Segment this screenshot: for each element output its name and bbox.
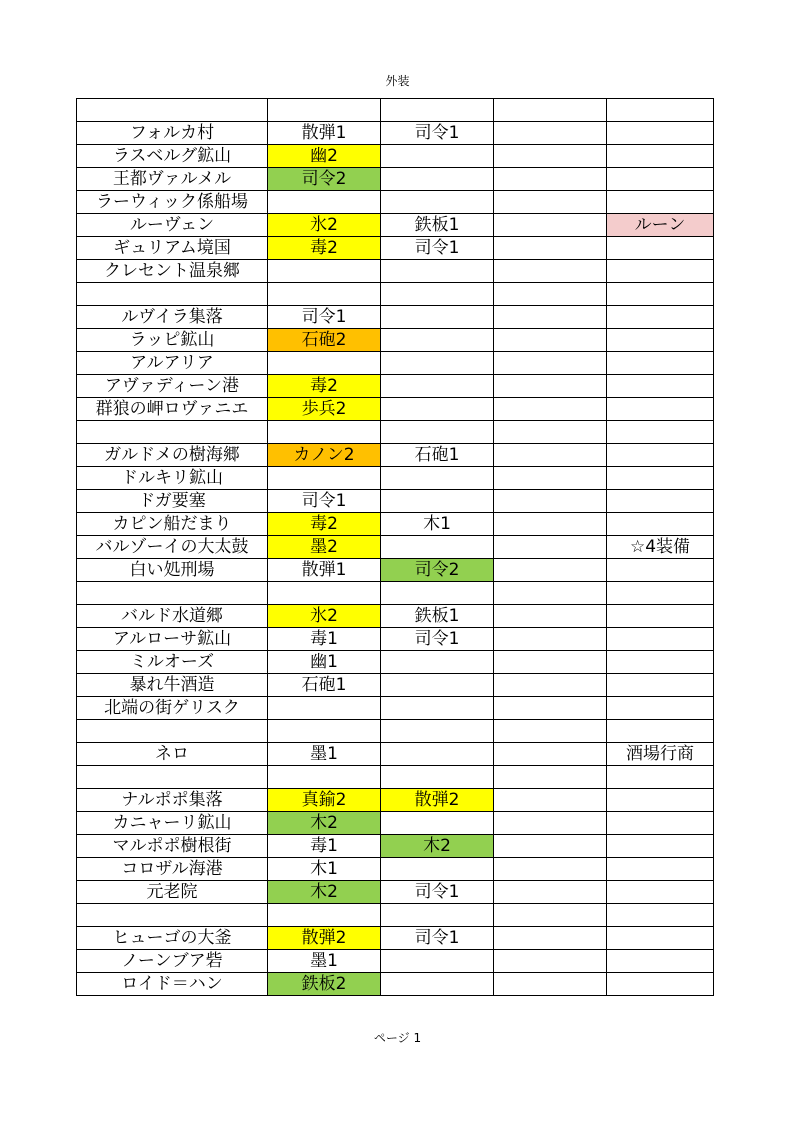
table-row — [77, 789, 714, 812]
material-cell-3 — [494, 720, 607, 743]
note-cell — [607, 651, 714, 674]
equipment-table — [76, 98, 714, 996]
material-cell-1: 墨1 — [268, 743, 381, 766]
material-cell-3 — [494, 904, 607, 927]
location-cell: 群狼の岬ロヴァニエ — [77, 398, 268, 421]
table-row — [77, 375, 714, 398]
table-row — [77, 421, 714, 444]
table-row — [77, 605, 714, 628]
note-cell — [607, 260, 714, 283]
material-cell-1 — [268, 99, 381, 122]
table-row — [77, 950, 714, 973]
material-cell-1: カノン2 — [268, 444, 381, 467]
note-cell — [607, 444, 714, 467]
material-cell-3 — [494, 697, 607, 720]
material-cell-3 — [494, 973, 607, 996]
table-row — [77, 122, 714, 145]
material-cell-1 — [268, 467, 381, 490]
location-cell: 白い処刑場 — [77, 559, 268, 582]
note-cell — [607, 973, 714, 996]
material-cell-2 — [381, 536, 494, 559]
material-cell-3 — [494, 789, 607, 812]
material-cell-1: 毒1 — [268, 835, 381, 858]
material-cell-3 — [494, 99, 607, 122]
table-row — [77, 444, 714, 467]
material-cell-1: 木2 — [268, 881, 381, 904]
location-cell: マルポポ樹根街 — [77, 835, 268, 858]
note-cell — [607, 628, 714, 651]
table-row — [77, 237, 714, 260]
note-cell — [607, 283, 714, 306]
material-cell-2: 司令1 — [381, 122, 494, 145]
location-cell: 元老院 — [77, 881, 268, 904]
material-cell-2 — [381, 490, 494, 513]
material-cell-3 — [494, 467, 607, 490]
material-cell-3 — [494, 674, 607, 697]
location-cell: アルローサ鉱山 — [77, 628, 268, 651]
material-cell-2 — [381, 582, 494, 605]
material-cell-3 — [494, 214, 607, 237]
note-cell — [607, 582, 714, 605]
material-cell-1: 真鍮2 — [268, 789, 381, 812]
material-cell-2 — [381, 743, 494, 766]
note-cell — [607, 904, 714, 927]
table-row — [77, 720, 714, 743]
material-cell-3 — [494, 375, 607, 398]
location-cell: ドルキリ鉱山 — [77, 467, 268, 490]
table-row — [77, 191, 714, 214]
table-row — [77, 881, 714, 904]
location-cell: ミルオーズ — [77, 651, 268, 674]
material-cell-2 — [381, 697, 494, 720]
material-cell-3 — [494, 283, 607, 306]
table-row — [77, 766, 714, 789]
material-cell-3 — [494, 398, 607, 421]
material-cell-2 — [381, 306, 494, 329]
material-cell-2: 司令1 — [381, 927, 494, 950]
material-cell-1: 毒2 — [268, 237, 381, 260]
note-cell: ルーン — [607, 214, 714, 237]
table-row — [77, 812, 714, 835]
location-cell: ルーヴェン — [77, 214, 268, 237]
material-cell-1 — [268, 260, 381, 283]
material-cell-1: 石砲1 — [268, 674, 381, 697]
location-cell — [77, 766, 268, 789]
material-cell-2 — [381, 858, 494, 881]
note-cell — [607, 513, 714, 536]
location-cell: ルヴイラ集落 — [77, 306, 268, 329]
table-row — [77, 214, 714, 237]
table-row — [77, 674, 714, 697]
material-cell-3 — [494, 444, 607, 467]
note-cell — [607, 398, 714, 421]
material-cell-3 — [494, 605, 607, 628]
table-row — [77, 306, 714, 329]
material-cell-1: 木1 — [268, 858, 381, 881]
material-cell-1: 散弾1 — [268, 122, 381, 145]
table-row — [77, 651, 714, 674]
note-cell — [607, 720, 714, 743]
note-cell — [607, 605, 714, 628]
material-cell-3 — [494, 766, 607, 789]
material-cell-2 — [381, 421, 494, 444]
note-cell — [607, 168, 714, 191]
material-cell-2 — [381, 352, 494, 375]
material-cell-1 — [268, 904, 381, 927]
location-cell: ナルポポ集落 — [77, 789, 268, 812]
table-row — [77, 582, 714, 605]
material-cell-3 — [494, 260, 607, 283]
material-cell-1: 氷2 — [268, 605, 381, 628]
page-footer: ページ 1 — [373, 1031, 422, 1045]
note-cell — [607, 674, 714, 697]
table-row — [77, 835, 714, 858]
location-cell: ロイド＝ハン — [77, 973, 268, 996]
material-cell-1: 散弾1 — [268, 559, 381, 582]
material-cell-3 — [494, 145, 607, 168]
material-cell-2 — [381, 674, 494, 697]
material-cell-1 — [268, 352, 381, 375]
material-cell-3 — [494, 490, 607, 513]
location-cell — [77, 582, 268, 605]
material-cell-2 — [381, 812, 494, 835]
material-cell-1: 毒2 — [268, 513, 381, 536]
table-row — [77, 329, 714, 352]
location-cell: カピン船だまり — [77, 513, 268, 536]
material-cell-1: 墨1 — [268, 950, 381, 973]
material-cell-3 — [494, 329, 607, 352]
location-cell: クレセント温泉郷 — [77, 260, 268, 283]
note-cell — [607, 835, 714, 858]
material-cell-3 — [494, 421, 607, 444]
material-cell-2 — [381, 398, 494, 421]
note-cell — [607, 858, 714, 881]
location-cell: カニャーリ鉱山 — [77, 812, 268, 835]
location-cell: ラッピ鉱山 — [77, 329, 268, 352]
location-cell — [77, 904, 268, 927]
material-cell-2 — [381, 191, 494, 214]
material-cell-1: 司令2 — [268, 168, 381, 191]
note-cell — [607, 697, 714, 720]
material-cell-1: 石砲2 — [268, 329, 381, 352]
material-cell-3 — [494, 812, 607, 835]
note-cell — [607, 421, 714, 444]
material-cell-3 — [494, 191, 607, 214]
material-cell-1: 幽1 — [268, 651, 381, 674]
material-cell-3 — [494, 881, 607, 904]
table-row — [77, 467, 714, 490]
note-cell: 酒場行商 — [607, 743, 714, 766]
location-cell: ギュリアム境国 — [77, 237, 268, 260]
material-cell-2 — [381, 283, 494, 306]
material-cell-2: 木1 — [381, 513, 494, 536]
material-cell-1: 司令1 — [268, 490, 381, 513]
location-cell — [77, 283, 268, 306]
table-row — [77, 628, 714, 651]
note-cell — [607, 237, 714, 260]
material-cell-2 — [381, 904, 494, 927]
note-cell — [607, 789, 714, 812]
note-cell — [607, 467, 714, 490]
note-cell — [607, 950, 714, 973]
table-row — [77, 904, 714, 927]
material-cell-2 — [381, 973, 494, 996]
location-cell: 暴れ牛酒造 — [77, 674, 268, 697]
material-cell-2 — [381, 766, 494, 789]
material-cell-1: 散弾2 — [268, 927, 381, 950]
note-cell — [607, 99, 714, 122]
location-cell: ヒューゴの大釜 — [77, 927, 268, 950]
material-cell-3 — [494, 559, 607, 582]
material-cell-1: 木2 — [268, 812, 381, 835]
location-cell: ノーンブア砦 — [77, 950, 268, 973]
material-cell-2: 石砲1 — [381, 444, 494, 467]
material-cell-1: 歩兵2 — [268, 398, 381, 421]
material-cell-1: 幽2 — [268, 145, 381, 168]
material-cell-3 — [494, 927, 607, 950]
location-cell: ガルドメの樹海郷 — [77, 444, 268, 467]
location-cell: バルド水道郷 — [77, 605, 268, 628]
material-cell-2 — [381, 99, 494, 122]
location-cell: ネロ — [77, 743, 268, 766]
material-cell-3 — [494, 536, 607, 559]
table-body — [77, 99, 714, 996]
material-cell-3 — [494, 122, 607, 145]
material-cell-3 — [494, 835, 607, 858]
note-cell — [607, 145, 714, 168]
note-cell — [607, 352, 714, 375]
note-cell — [607, 191, 714, 214]
table-row — [77, 973, 714, 996]
material-cell-2: 司令1 — [381, 237, 494, 260]
material-cell-1 — [268, 766, 381, 789]
note-cell — [607, 766, 714, 789]
location-cell: 王都ヴァルメル — [77, 168, 268, 191]
location-cell — [77, 99, 268, 122]
note-cell — [607, 329, 714, 352]
material-cell-2: 司令2 — [381, 559, 494, 582]
material-cell-2: 司令1 — [381, 881, 494, 904]
material-cell-1 — [268, 283, 381, 306]
table-row — [77, 513, 714, 536]
material-cell-2 — [381, 950, 494, 973]
material-cell-1: 氷2 — [268, 214, 381, 237]
location-cell: バルゾーイの大太鼓 — [77, 536, 268, 559]
material-cell-2 — [381, 375, 494, 398]
material-cell-3 — [494, 858, 607, 881]
table-row — [77, 697, 714, 720]
table-row — [77, 260, 714, 283]
location-cell: コロザル海港 — [77, 858, 268, 881]
note-cell — [607, 927, 714, 950]
material-cell-2: 鉄板1 — [381, 605, 494, 628]
material-cell-2: 鉄板1 — [381, 214, 494, 237]
table-row — [77, 145, 714, 168]
table-row — [77, 858, 714, 881]
material-cell-3 — [494, 582, 607, 605]
location-cell: ラスベルグ鉱山 — [77, 145, 268, 168]
location-cell: ラーウィック係船場 — [77, 191, 268, 214]
location-cell: フォルカ村 — [77, 122, 268, 145]
table-row — [77, 168, 714, 191]
material-cell-2 — [381, 467, 494, 490]
table-row — [77, 490, 714, 513]
page-header-title: 外装 — [385, 74, 410, 88]
table-row — [77, 559, 714, 582]
note-cell — [607, 306, 714, 329]
table-row — [77, 398, 714, 421]
material-cell-1: 毒1 — [268, 628, 381, 651]
material-cell-3 — [494, 352, 607, 375]
material-cell-3 — [494, 950, 607, 973]
table-row — [77, 927, 714, 950]
material-cell-2 — [381, 260, 494, 283]
table-row — [77, 536, 714, 559]
table-row — [77, 352, 714, 375]
material-cell-2 — [381, 720, 494, 743]
material-cell-1: 司令1 — [268, 306, 381, 329]
material-cell-2 — [381, 145, 494, 168]
material-cell-1 — [268, 582, 381, 605]
table-row — [77, 743, 714, 766]
location-cell: 北端の街ゲリスク — [77, 697, 268, 720]
note-cell — [607, 122, 714, 145]
material-cell-2 — [381, 651, 494, 674]
material-cell-1 — [268, 697, 381, 720]
note-cell — [607, 812, 714, 835]
material-cell-2: 司令1 — [381, 628, 494, 651]
material-cell-1: 鉄板2 — [268, 973, 381, 996]
table-row — [77, 283, 714, 306]
material-cell-2 — [381, 329, 494, 352]
location-cell — [77, 720, 268, 743]
note-cell — [607, 559, 714, 582]
material-cell-3 — [494, 628, 607, 651]
material-cell-3 — [494, 168, 607, 191]
location-cell: ドガ要塞 — [77, 490, 268, 513]
material-cell-1 — [268, 720, 381, 743]
table-row — [77, 99, 714, 122]
material-cell-3 — [494, 306, 607, 329]
note-cell — [607, 490, 714, 513]
note-cell — [607, 881, 714, 904]
material-cell-2: 散弾2 — [381, 789, 494, 812]
material-cell-3 — [494, 237, 607, 260]
material-cell-3 — [494, 651, 607, 674]
material-cell-1 — [268, 421, 381, 444]
material-cell-3 — [494, 513, 607, 536]
material-cell-2: 木2 — [381, 835, 494, 858]
location-cell: アルアリア — [77, 352, 268, 375]
material-cell-2 — [381, 168, 494, 191]
note-cell — [607, 375, 714, 398]
material-cell-1: 墨2 — [268, 536, 381, 559]
material-cell-1 — [268, 191, 381, 214]
location-cell — [77, 421, 268, 444]
material-cell-3 — [494, 743, 607, 766]
note-cell: ☆4装備 — [607, 536, 714, 559]
material-cell-1: 毒2 — [268, 375, 381, 398]
location-cell: アヴァディーン港 — [77, 375, 268, 398]
